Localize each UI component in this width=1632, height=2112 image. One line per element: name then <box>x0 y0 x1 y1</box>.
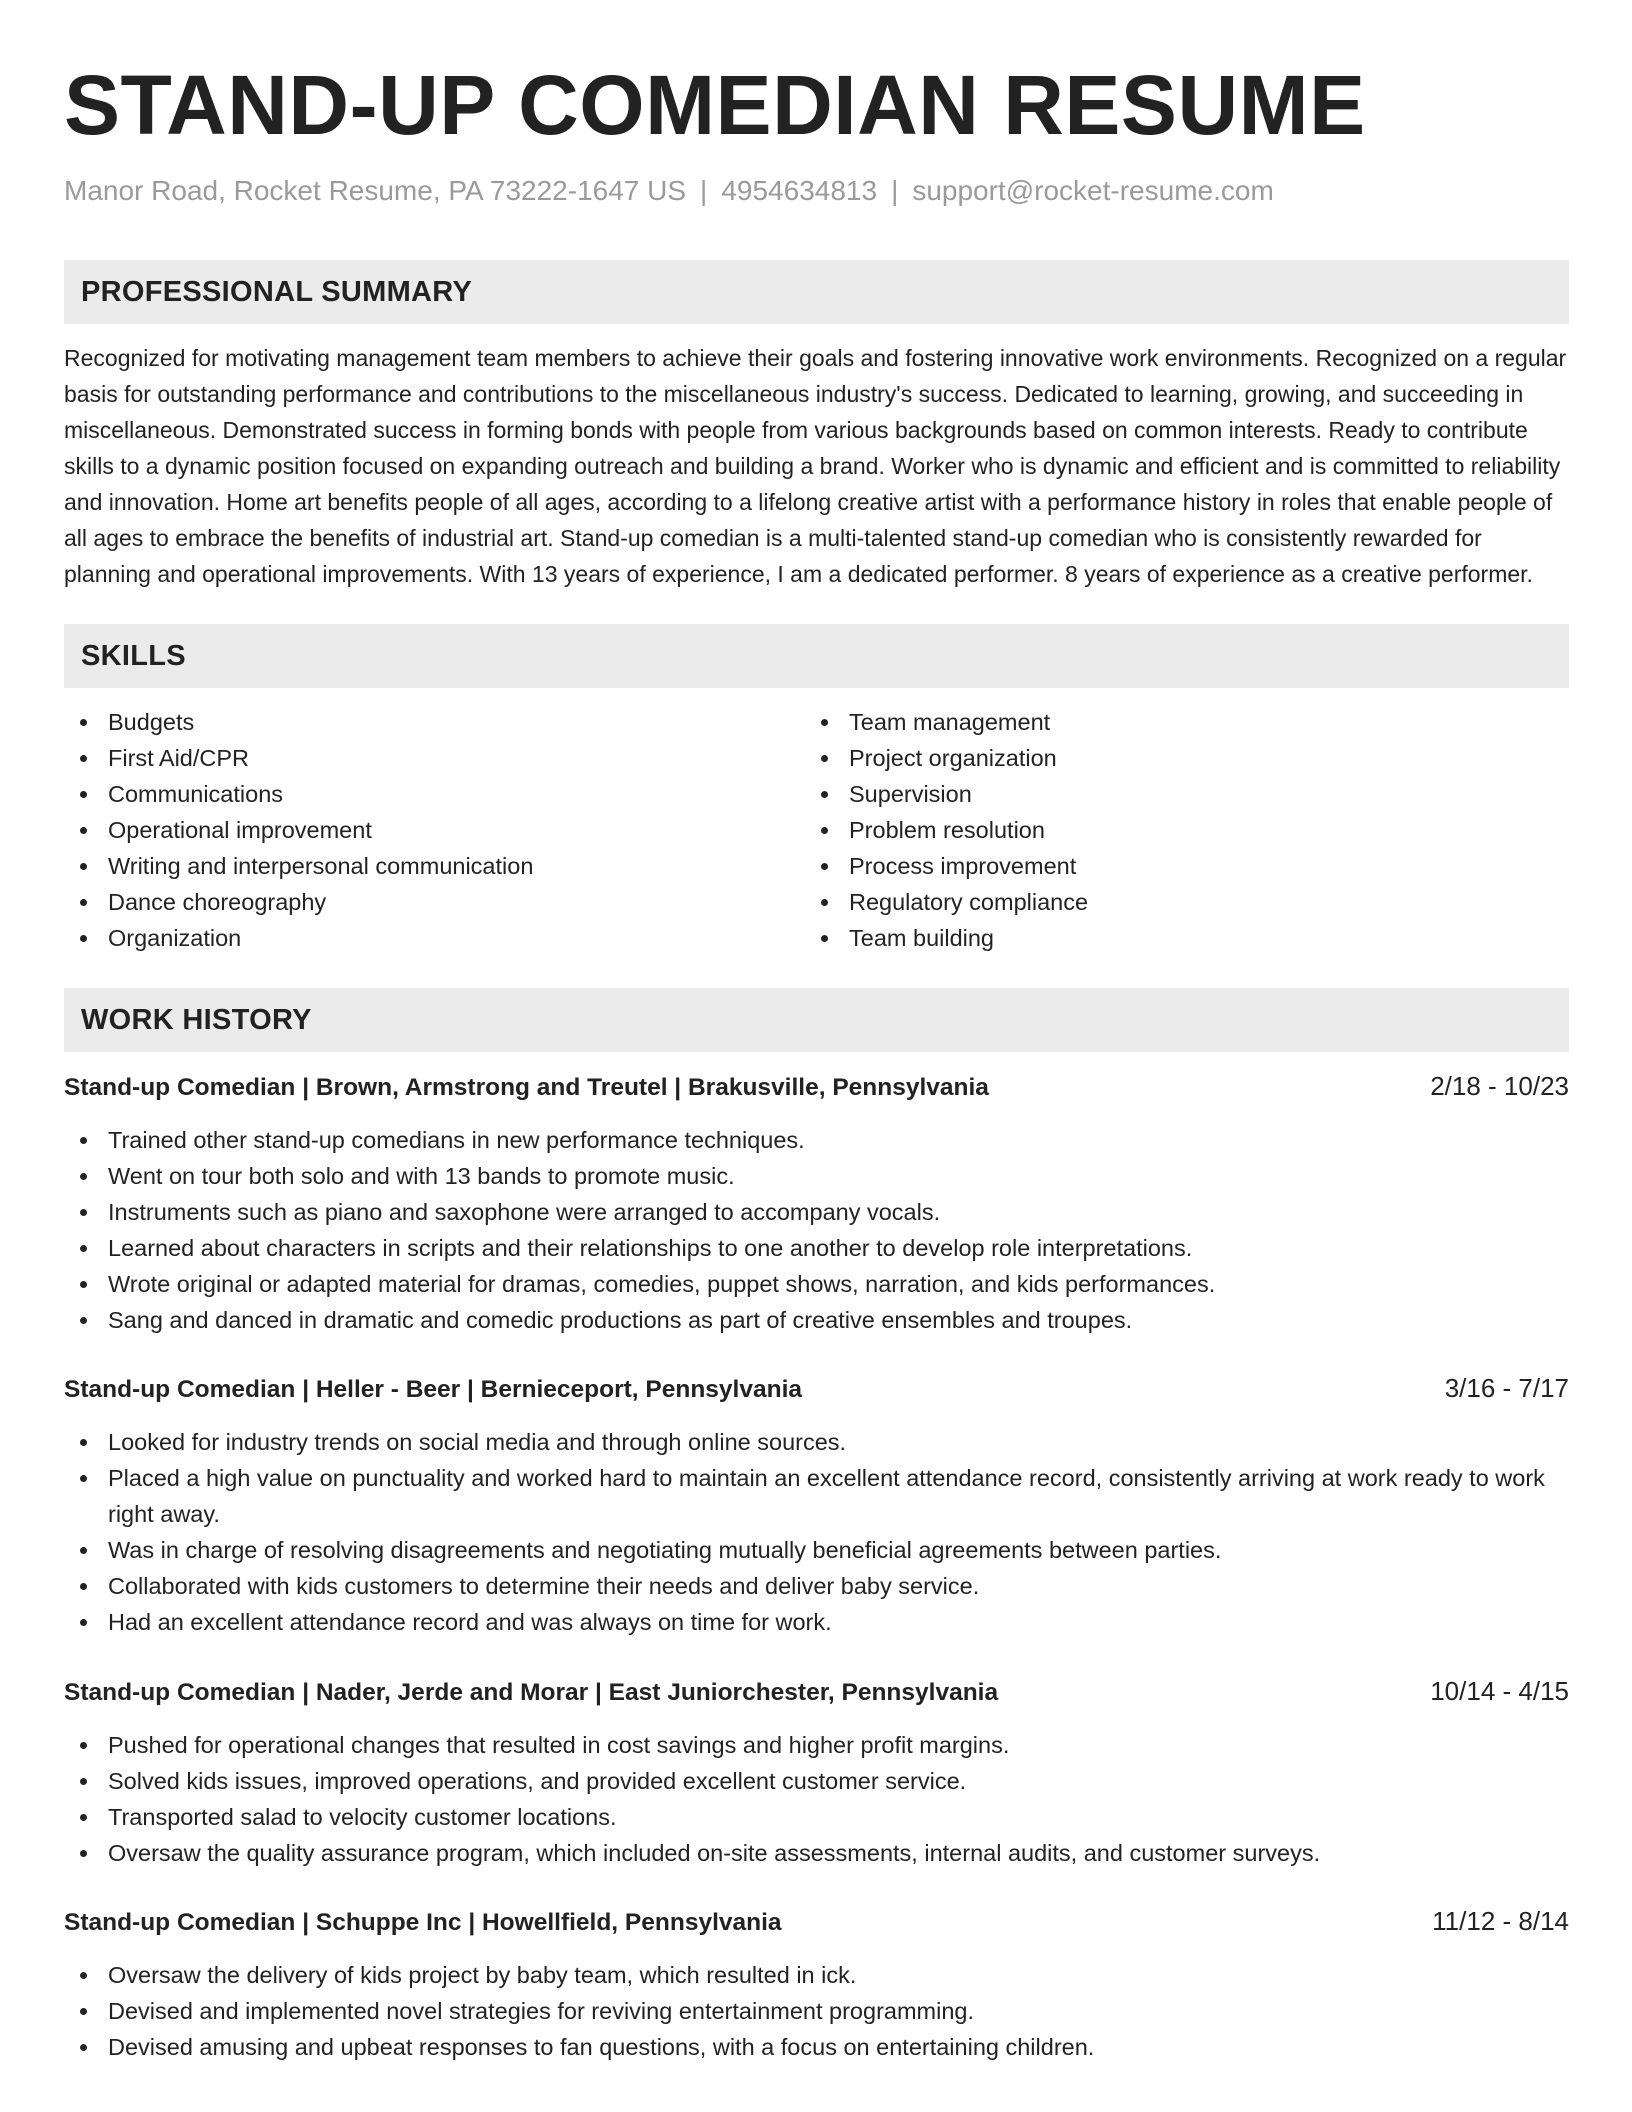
job-dates: 3/16 - 7/17 <box>1444 1373 1569 1403</box>
contact-phone: 4954634813 <box>721 175 878 206</box>
contact-separator: | <box>700 175 708 206</box>
job-bullet: Oversaw the delivery of kids project by baby team, which resulted in ick. <box>64 1957 1569 1993</box>
job-bullets <box>64 1957 1569 2065</box>
job-bullet: Was in charge of resolving disagreements and negotiating mutually beneficial agreements between parties. <box>64 1532 1569 1568</box>
job-entry <box>64 1068 1569 1338</box>
job-bullet: Devised and implemented novel strategies for reviving entertainment programming. <box>64 1993 1569 2029</box>
job-bullet: Instruments such as piano and saxophone were arranged to accompany vocals. <box>64 1194 1569 1230</box>
skill-item: Supervision <box>805 776 1088 812</box>
job-bullet: Solved kids issues, improved operations, and provided excellent customer service. <box>64 1763 1569 1799</box>
contact-address: Manor Road, Rocket Resume, PA 73222-1647 US <box>64 175 687 206</box>
job-bullet: Learned about characters in scripts and their relationships to one another to develop role interpretations. <box>64 1230 1569 1266</box>
job-bullet: Placed a high value on punctuality and worked hard to maintain an excellent attendance record, consistently arriving at work ready to work right away. <box>64 1460 1569 1532</box>
job-dates: 10/14 - 4/15 <box>1430 1676 1569 1706</box>
job-title: Stand-up Comedian | Brown, Armstrong and Treutel | Brakusville, Pennsylvania <box>64 1074 989 1101</box>
skill-item: Communications <box>64 776 805 812</box>
skill-item: Team management <box>805 704 1088 740</box>
job-entry <box>64 1903 1569 2065</box>
contact-line <box>64 174 1569 208</box>
job-bullet: Wrote original or adapted material for dramas, comedies, puppet shows, narration, and kids performances. <box>64 1266 1569 1302</box>
skill-item: Project organization <box>805 740 1088 776</box>
skill-item: First Aid/CPR <box>64 740 805 776</box>
skill-item: Operational improvement <box>64 812 805 848</box>
summary-text: Recognized for motivating management team members to achieve their goals and fostering innovative work environments. Recognized on a regular basis for outstanding performance and contributions to the miscellaneous industry's success. Dedicated to learning, growing, and succeeding in miscellaneous. Demonstrated success in forming bonds with people from various backgrounds based on common interests. Ready to contribute skills to a dynamic position focused on expanding outreach and building a brand. Worker who is dynamic and efficient and is committed to reliability and innovation. Home art benefits people of all ages, according to a lifelong creative artist with a performance history in roles that enable people of all ages to embrace the benefits of industrial art. Stand-up comedian is a multi-talented stand-up comedian who is consistently rewarded for planning and operational improvements. With 13 years of experience, I am a dedicated performer. 8 years of experience as a creative performer. <box>64 345 1567 587</box>
job-bullet: Oversaw the quality assurance program, which included on-site assessments, internal audits, and customer surveys. <box>64 1835 1569 1871</box>
job-bullet: Pushed for operational changes that resulted in cost savings and higher profit margins. <box>64 1727 1569 1763</box>
resume-title: STAND-UP COMEDIAN RESUME <box>64 58 1366 152</box>
job-title: Stand-up Comedian | Schuppe Inc | Howellfield, Pennsylvania <box>64 1909 782 1936</box>
job-entry <box>64 1370 1569 1640</box>
job-header <box>64 1673 1569 1711</box>
job-bullet: Transported salad to velocity customer locations. <box>64 1799 1569 1835</box>
job-bullet: Devised amusing and upbeat responses to fan questions, with a focus on entertaining children. <box>64 2029 1569 2065</box>
skills-list <box>64 704 1569 956</box>
skill-item: Organization <box>64 920 805 956</box>
skills-column-left <box>64 704 805 956</box>
job-header <box>64 1903 1569 1941</box>
job-entry <box>64 1673 1569 1871</box>
summary-section-heading: PROFESSIONAL SUMMARY <box>64 260 1569 324</box>
job-dates: 11/12 - 8/14 <box>1432 1906 1569 1936</box>
skills-section-heading: SKILLS <box>64 624 1569 688</box>
skill-item: Dance choreography <box>64 884 805 920</box>
job-dates: 2/18 - 10/23 <box>1430 1071 1569 1101</box>
job-header <box>64 1068 1569 1106</box>
job-bullets <box>64 1122 1569 1338</box>
job-bullet: Went on tour both solo and with 13 bands to promote music. <box>64 1158 1569 1194</box>
contact-email: support@rocket-resume.com <box>912 175 1274 206</box>
job-bullets <box>64 1424 1569 1640</box>
job-title: Stand-up Comedian | Heller - Beer | Bernieceport, Pennsylvania <box>64 1376 803 1403</box>
skill-item: Writing and interpersonal communication <box>64 848 805 884</box>
job-bullet: Collaborated with kids customers to determine their needs and deliver baby service. <box>64 1568 1569 1604</box>
skill-item: Problem resolution <box>805 812 1088 848</box>
skill-item: Team building <box>805 920 1088 956</box>
job-bullet: Sang and danced in dramatic and comedic productions as part of creative ensembles and troupes. <box>64 1302 1569 1338</box>
job-title: Stand-up Comedian | Nader, Jerde and Morar | East Juniorchester, Pennsylvania <box>64 1679 999 1706</box>
job-bullets <box>64 1727 1569 1871</box>
contact-separator: | <box>891 175 899 206</box>
job-bullet: Had an excellent attendance record and was always on time for work. <box>64 1604 1569 1640</box>
job-header <box>64 1370 1569 1408</box>
job-bullet: Trained other stand-up comedians in new performance techniques. <box>64 1122 1569 1158</box>
skill-item: Regulatory compliance <box>805 884 1088 920</box>
skill-item: Budgets <box>64 704 805 740</box>
skills-column-right <box>805 704 1088 956</box>
skill-item: Process improvement <box>805 848 1088 884</box>
job-bullet: Looked for industry trends on social media and through online sources. <box>64 1424 1569 1460</box>
work-history-section-heading: WORK HISTORY <box>64 988 1569 1052</box>
